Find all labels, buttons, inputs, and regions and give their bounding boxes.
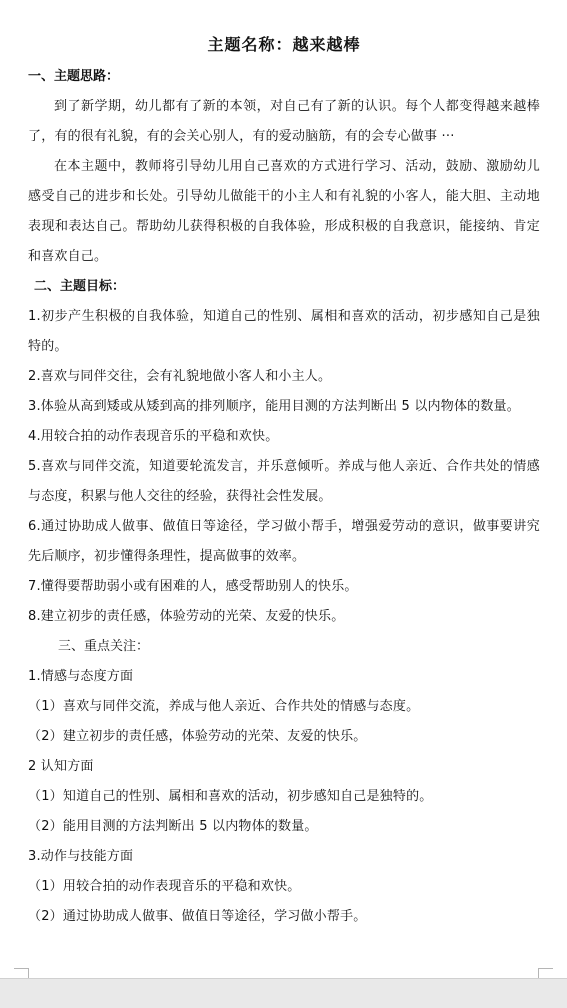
focus-item: （2）建立初步的责任感，体验劳动的光荣、友爱的快乐。 xyxy=(28,729,367,744)
section-heading-key-focus: 三、重点关注： xyxy=(58,639,150,654)
goal-item: 8.建立初步的责任感，体验劳动的光荣、友爱的快乐。 xyxy=(28,609,345,624)
focus-item: （2）通过协助成人做事、做值日等途径，学习做小帮手。 xyxy=(28,909,367,924)
goal-item: 1.初步产生积极的自我体验，知道自己的性别、属相和喜欢的活动，初步感知自己是独特的。 xyxy=(28,309,540,354)
document-title: 主题名称：越来越棒 xyxy=(207,35,361,54)
focus-group-label: 3.动作与技能方面 xyxy=(28,849,134,864)
focus-item: （1）喜欢与同伴交流，养成与他人亲近、合作共处的情感与态度。 xyxy=(28,699,420,714)
paragraph: 到了新学期，幼儿都有了新的本领，对自己有了新的认识。每个人都变得越来越棒了，有的很有礼貌，有的会关心别人，有的爱动脑筋，有的会专心做事 ··· xyxy=(28,99,540,144)
section-heading-theme-idea: 一、主题思路： xyxy=(28,69,120,84)
goal-item: 5.喜欢与同伴交流，知道要轮流发言，并乐意倾听。养成与他人亲近、合作共处的情感与态度，积累与他人交往的经验，获得社会性发展。 xyxy=(28,459,540,504)
page-gap-bar xyxy=(0,978,567,1008)
focus-group-label: 2 认知方面 xyxy=(28,759,94,774)
goal-item: 7.懂得要帮助弱小或有困难的人，感受帮助别人的快乐。 xyxy=(28,579,358,594)
focus-item: （1）知道自己的性别、属相和喜欢的活动，初步感知自己是独特的。 xyxy=(28,789,433,804)
section-heading-theme-goals: 二、主题目标： xyxy=(34,279,126,294)
focus-item: （2）能用目测的方法判断出 5 以内物体的数量。 xyxy=(28,819,318,834)
focus-item: （1）用较合拍的动作表现音乐的平稳和欢快。 xyxy=(28,879,301,894)
focus-group-label: 1.情感与态度方面 xyxy=(28,669,134,684)
goal-item: 6.通过协助成人做事、做值日等途径，学习做小帮手，增强爱劳动的意识，做事要讲究先后顺序，初步懂得条理性，提高做事的效率。 xyxy=(28,519,540,564)
document-content xyxy=(28,34,540,932)
goal-item: 4.用较合拍的动作表现音乐的平稳和欢快。 xyxy=(28,429,279,444)
paragraph: 在本主题中，教师将引导幼儿用自己喜欢的方式进行学习、活动，鼓励、激励幼儿感受自己的进步和长处。引导幼儿做能干的小主人和有礼貌的小客人，能大胆、主动地表现和表达自己。帮助幼儿获得积极的自我体验，形成积极的自我意识，能接纳、肯定和喜欢自己。 xyxy=(28,159,540,264)
goal-item: 3.体验从高到矮或从矮到高的排列顺序，能用目测的方法判断出 5 以内物体的数量。 xyxy=(28,399,520,414)
goal-item: 2.喜欢与同伴交往，会有礼貌地做小客人和小主人。 xyxy=(28,369,332,384)
